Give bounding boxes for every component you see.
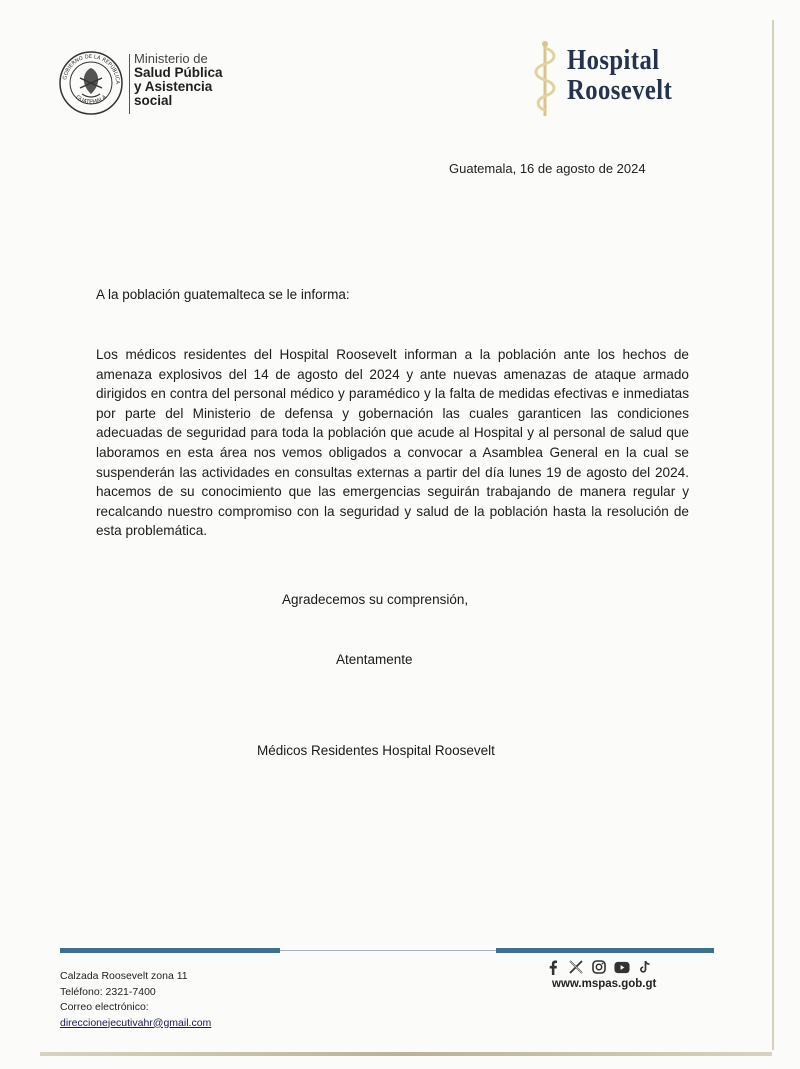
footer-divider: [280, 950, 496, 951]
guatemala-seal-icon: [58, 50, 124, 116]
facebook-icon[interactable]: [545, 959, 561, 975]
hospital-logo: [525, 38, 695, 118]
letter-closing-regards: Atentamente: [336, 652, 413, 667]
x-icon[interactable]: [568, 959, 584, 975]
youtube-icon[interactable]: [614, 959, 630, 975]
hospital-name-line-1: Hospital: [567, 45, 660, 76]
ministry-divider: [129, 54, 130, 114]
letter-closing-thanks: Agradecemos su comprensión,: [282, 592, 469, 607]
ministry-line-4: social: [134, 93, 173, 108]
tiktok-icon[interactable]: [637, 959, 653, 975]
footer-phone: Teléfono: 2321-7400: [60, 985, 156, 998]
hospital-name-line-2: Roosevelt: [567, 75, 673, 106]
caduceus-icon: [529, 38, 569, 118]
hospital-name: [567, 46, 687, 106]
ministry-logo: [58, 50, 258, 120]
letter-body: Los médicos residentes del Hospital Roosevelt informan a la población ante los hechos de amenaza explosivos del 14 de agosto del 2024 y ante nuevas amenazas de ataque armado dirigidos en contra del personal médico y paramédico y la falta de medidas efectivas e inmediatas por parte del Ministerio de defensa y gobernación las cuales garanticen las condiciones adecuadas de seguridad para toda la población que acude al Hospital y al personal de salud que laboramos en esta área nos vemos obligados a convocar a Asamblea General en la cual se suspenderán las actividades en consultas externas a partir del día lunes 19 de agosto del 2024. hacemos de su conocimiento que las emergencias seguirán trabajando de manera regular y recalcando nuestro compromiso con la seguridad y salud de la población hasta la resolución de esta problemática.: [96, 347, 689, 539]
ministry-line-3: y Asistencia: [134, 79, 213, 94]
footer-email-link[interactable]: direccionejecutivahr@gmail.com: [60, 1016, 212, 1029]
footer-email-label: Correo electrónico:: [60, 1001, 149, 1013]
footer-address: Calzada Roosevelt zona 11: [60, 970, 188, 982]
social-icons: [545, 957, 675, 977]
footer-accent-bar-left: [60, 948, 280, 953]
ministry-name: [134, 52, 223, 108]
page-bottom-edge: [40, 1052, 772, 1056]
ministry-line-1: Ministerio de: [134, 51, 208, 66]
footer-contact: [60, 969, 211, 1031]
letter-signature: Médicos Residentes Hospital Roosevelt: [257, 743, 495, 758]
page-edge: [772, 20, 774, 1050]
seal-text-top: GOBIERNO DE LA REPÚBLICA: [62, 53, 121, 85]
seal-text-bottom: GUATEMALA: [74, 94, 108, 106]
footer-accent-bar-right: [496, 948, 714, 953]
letter-date: Guatemala, 16 de agosto de 2024: [449, 161, 646, 176]
ministry-line-2: Salud Pública: [134, 65, 223, 80]
letter-greeting: A la población guatemalteca se le informa:: [96, 287, 350, 302]
footer-website-link[interactable]: www.mspas.gob.gt: [552, 978, 657, 990]
instagram-icon[interactable]: [591, 959, 607, 975]
svg-text:GUATEMALA: [74, 94, 108, 105]
